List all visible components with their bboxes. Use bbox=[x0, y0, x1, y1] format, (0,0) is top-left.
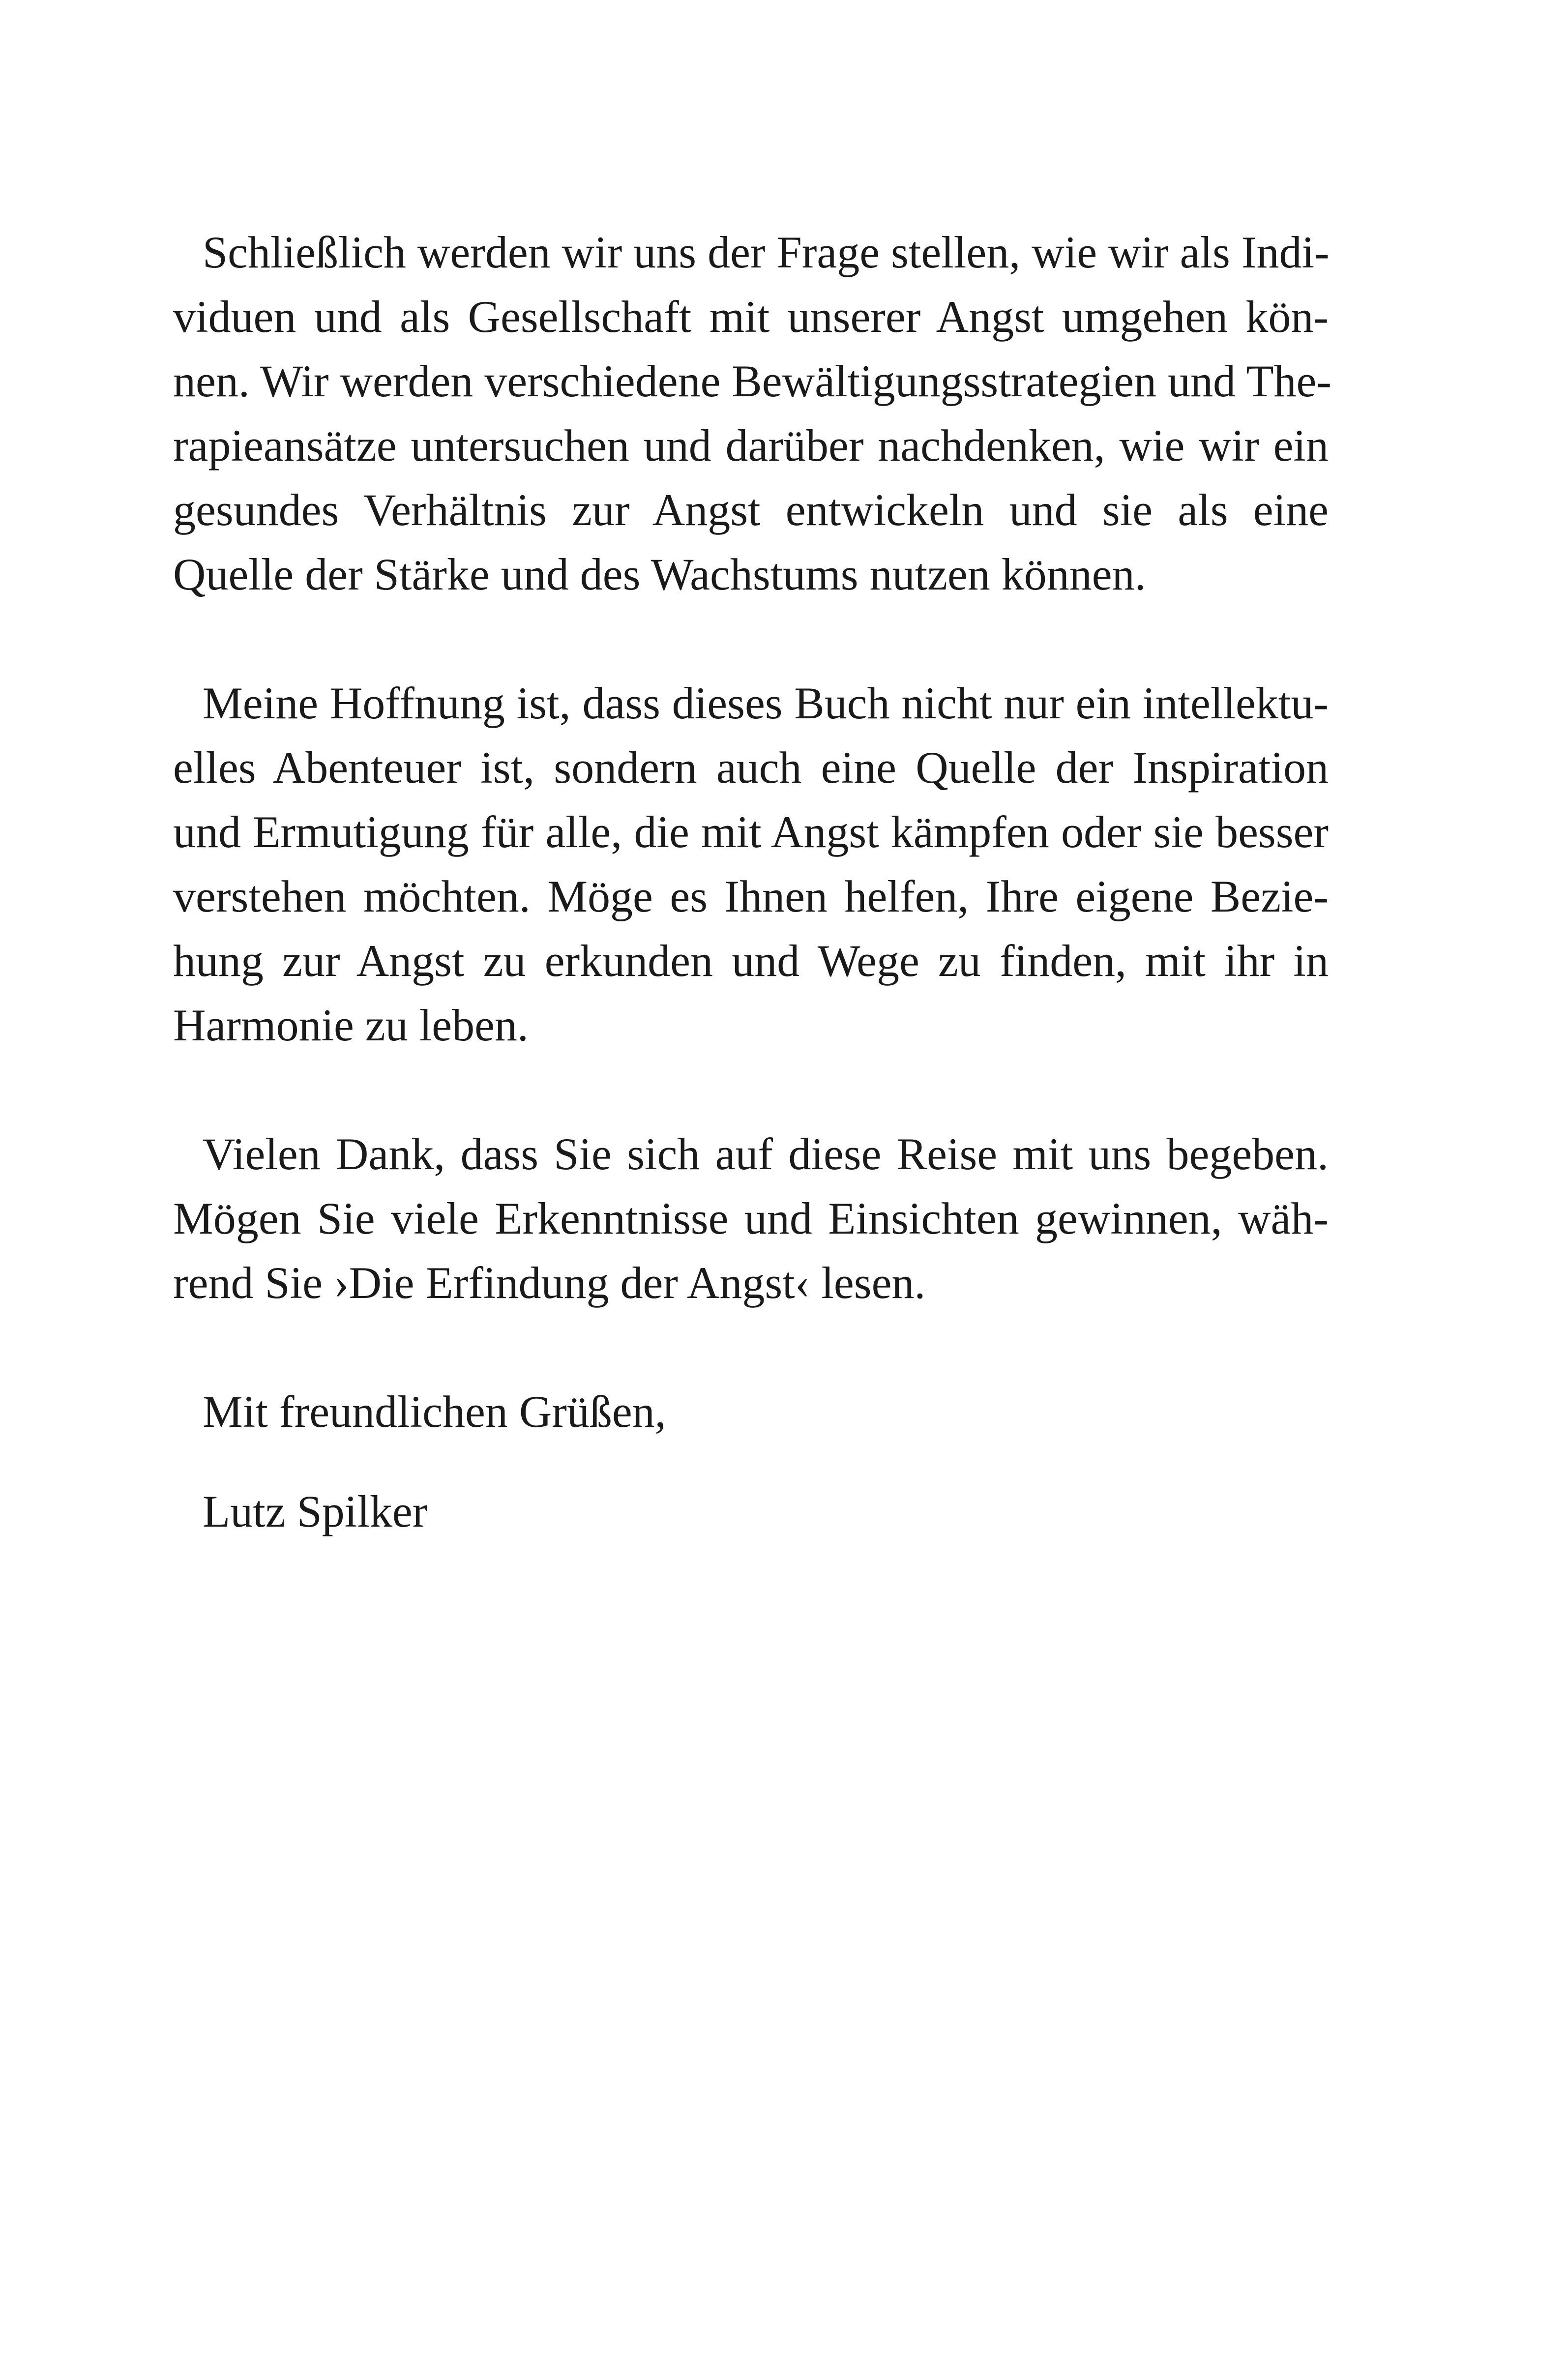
text-line: rapieansätze untersuchen und darüber nachdenken, wie wir ein bbox=[173, 420, 1329, 471]
paragraph-hope bbox=[173, 671, 1329, 1058]
text-line: Harmonie zu leben. bbox=[173, 1000, 529, 1050]
text-line: elles Abenteuer ist, sondern auch eine Quelle der Inspiration bbox=[173, 742, 1329, 793]
text-line: Vielen Dank, dass Sie sich auf diese Reise mit uns begeben. bbox=[203, 1129, 1329, 1179]
text-line: verstehen möchten. Möge es Ihnen helfen, Ihre eigene Bezie- bbox=[173, 871, 1329, 921]
text-body bbox=[173, 220, 1332, 1608]
text-line: viduen und als Gesellschaft mit unserer Angst umgehen kön- bbox=[173, 292, 1329, 342]
text-line: Schließlich werden wir uns der Frage stellen, wie wir als Indi- bbox=[203, 227, 1330, 277]
text-line: rend Sie ›Die Erfindung der Angst‹ lesen. bbox=[173, 1258, 926, 1308]
closing-greeting bbox=[173, 1380, 1329, 1444]
signature bbox=[173, 1479, 1329, 1544]
text-line: und Ermutigung für alle, die mit Angst kämpfen oder sie besser bbox=[173, 807, 1329, 857]
text-line: Quelle der Stärke und des Wachstums nutzen können. bbox=[173, 549, 1146, 599]
closing-text: Mit freundlichen Grüßen, bbox=[203, 1386, 666, 1437]
text-line: Mögen Sie viele Erkenntnisse und Einsichten gewinnen, wäh- bbox=[173, 1193, 1329, 1243]
text-line: hung zur Angst zu erkunden und Wege zu finden, mit ihr in bbox=[173, 936, 1329, 986]
text-line: Meine Hoffnung ist, dass dieses Buch nicht nur ein intellektu- bbox=[203, 678, 1329, 728]
author-name: Lutz Spilker bbox=[203, 1486, 428, 1536]
text-line: gesundes Verhältnis zur Angst entwickeln und sie als eine bbox=[173, 485, 1329, 535]
paragraph-thanks bbox=[173, 1122, 1329, 1315]
text-line: nen. Wir werden verschiedene Bewältigungsstrategien und The- bbox=[173, 356, 1332, 406]
paragraph-coping bbox=[173, 220, 1332, 607]
